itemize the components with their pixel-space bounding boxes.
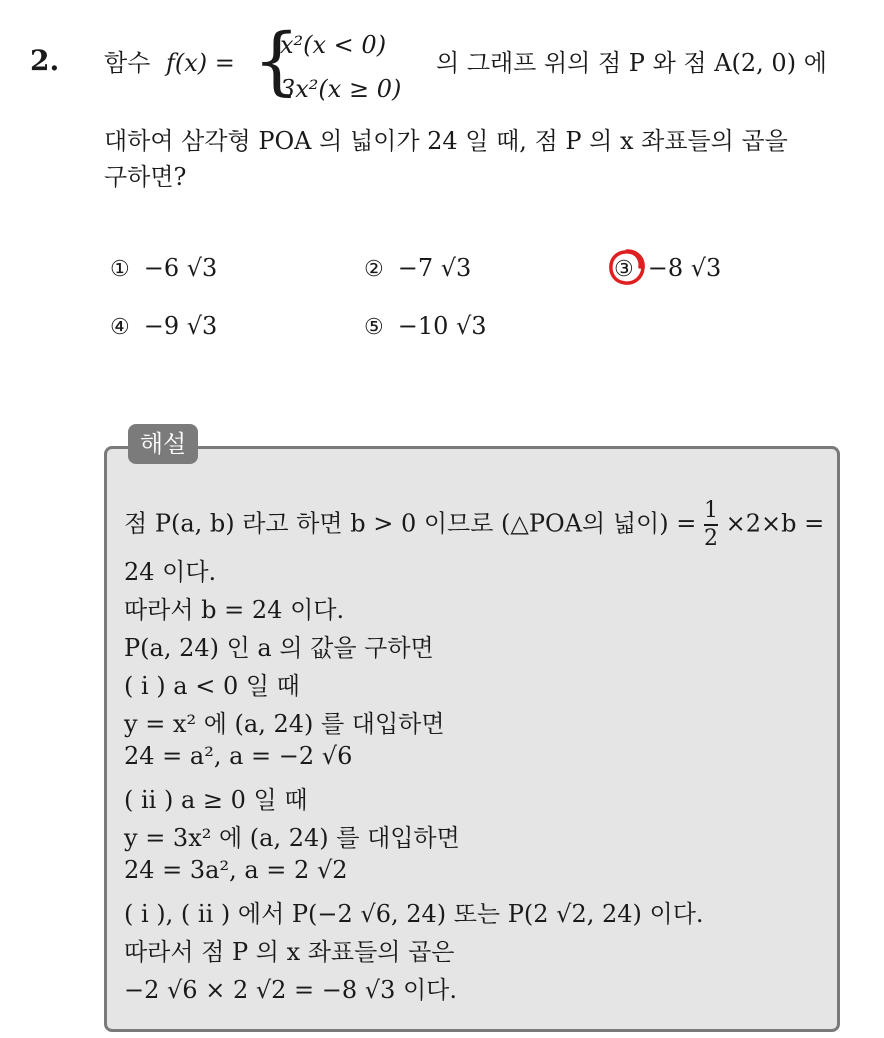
solution-line-1a: 점 P(a, b) 라고 하면 b > 0 이므로 (△POA의 넓이) =	[124, 509, 697, 538]
choice-2-value: −7 √3	[397, 254, 472, 282]
choice-4-number: ④	[110, 315, 130, 340]
choice-5[interactable]	[364, 312, 487, 340]
choice-2-number: ②	[364, 257, 384, 282]
answer-circle-mark	[607, 247, 647, 287]
solution-line: ( i ) a < 0 일 때	[124, 672, 300, 700]
solution-line: y = 3x² 에 (a, 24) 를 대입하면	[124, 824, 460, 852]
solution-line: 따라서 점 P 의 x 좌표들의 곱은	[124, 938, 455, 966]
choice-5-number: ⑤	[364, 315, 384, 340]
solution-line: 따라서 b = 24 이다.	[124, 596, 345, 624]
choice-4-value: −9 √3	[143, 312, 218, 340]
solution-line: ( ii ) a ≥ 0 일 때	[124, 786, 308, 814]
question-line-2: 대하여 삼각형 POA 의 넓이가 24 일 때, 점 P 의 x 좌표들의 곱을	[104, 127, 788, 155]
solution-line: 24 이다.	[124, 558, 217, 586]
solution-line-1	[124, 498, 824, 552]
choice-1-number: ①	[110, 257, 130, 282]
question-line-3: 구하면?	[104, 163, 187, 191]
fraction-numerator: 1	[703, 498, 718, 523]
solution-line-1b: ×2×b =	[725, 509, 825, 538]
choice-2[interactable]	[364, 254, 471, 282]
choice-1-value: −6 √3	[143, 254, 218, 282]
question-prefix: 함수	[104, 49, 151, 77]
choice-1[interactable]	[110, 254, 217, 282]
solution-line: 24 = a², a = −2 √6	[124, 742, 353, 770]
solution-tag: 해설	[128, 424, 198, 464]
choice-3-number: ③	[614, 257, 634, 282]
piecewise-case-1: x²(x < 0)	[280, 31, 387, 59]
piecewise-brace: {	[253, 18, 301, 104]
solution-line: ( i ), ( ii ) 에서 P(−2 √6, 24) 또는 P(2 √2, 24) 이다.	[124, 900, 704, 928]
function-label: f(x) =	[166, 49, 235, 77]
choice-4[interactable]	[110, 312, 217, 340]
solution-line: −2 √6 × 2 √2 = −8 √3 이다.	[124, 976, 457, 1004]
solution-line: y = x² 에 (a, 24) 를 대입하면	[124, 710, 445, 738]
fraction-one-half	[704, 498, 718, 552]
piecewise-case-2: 3x²(x ≥ 0)	[280, 75, 402, 103]
choice-3-value: −8 √3	[647, 254, 722, 282]
question-number: 2.	[30, 44, 60, 77]
choice-5-value: −10 √3	[397, 312, 487, 340]
question-line-1: 의 그래프 위의 점 P 와 점 A(2, 0) 에	[436, 49, 827, 77]
solution-line: 24 = 3a², a = 2 √2	[124, 856, 348, 884]
solution-line: P(a, 24) 인 a 의 값을 구하면	[124, 634, 434, 662]
fraction-denominator: 2	[703, 526, 718, 551]
